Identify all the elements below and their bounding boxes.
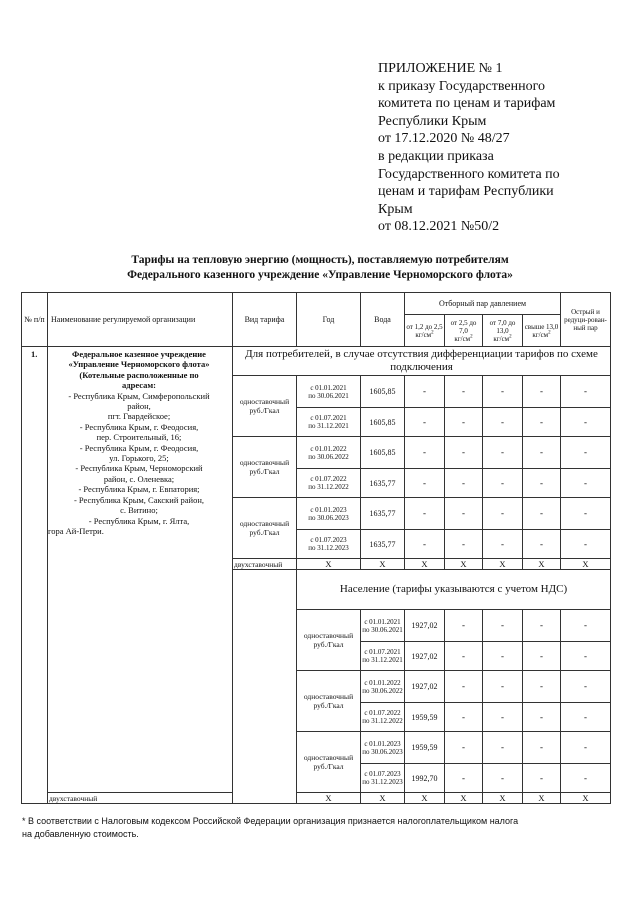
empty-value: - — [405, 408, 445, 437]
water-tariff: 1605,85 — [361, 437, 405, 469]
water-tariff: 1927,02 — [405, 671, 445, 703]
appendix-block — [378, 60, 628, 236]
org-address-line: - Республика Крым, г. Ялта, — [88, 515, 190, 526]
water-tariff: 1959,59 — [405, 732, 445, 764]
appendix-line: от 17.12.2020 № 48/27 — [378, 131, 510, 147]
period-to: по 31.12.2022 — [308, 483, 349, 491]
org-address-line: - Республика Крым, г. Евпатория; — [78, 484, 200, 495]
empty-value: - — [523, 732, 561, 764]
period-cell — [297, 530, 361, 559]
empty-value: - — [445, 469, 483, 498]
empty-value: - — [483, 498, 523, 530]
period-to: по 31.12.2021 — [362, 656, 403, 664]
x-mark: Х — [445, 793, 483, 804]
org-name-line: (Котельные расположенные по — [79, 369, 199, 380]
x-mark: Х — [297, 559, 361, 570]
organization-cell — [48, 347, 233, 793]
appendix-line: ценам и тарифам Республики — [378, 184, 554, 200]
x-mark: Х — [297, 793, 361, 804]
empty-value: - — [523, 376, 561, 408]
empty-value: - — [445, 764, 483, 793]
empty-value: - — [445, 376, 483, 408]
period-to: по 30.06.2023 — [362, 747, 403, 756]
org-address-line: гора Ай-Петри. — [48, 525, 104, 536]
empty-value: - — [523, 764, 561, 793]
x-mark: Х — [483, 793, 523, 804]
header-pressure-4: свыше 13,0 $кг/см^2$ — [523, 315, 561, 347]
water-tariff: 1635,77 — [361, 469, 405, 498]
two-part-row — [22, 793, 611, 804]
empty-value: - — [561, 530, 611, 559]
tariff-kind: одноставочный руб./Гкал — [297, 610, 361, 671]
header-pressure-2: от 2,5 до 7,0 $кг/см^2$ — [445, 315, 483, 347]
appendix-line: Крым — [378, 201, 413, 217]
empty-value: - — [523, 437, 561, 469]
tariff-kind: одноставочный руб./Гкал — [297, 732, 361, 793]
period-cell — [361, 610, 405, 642]
title-line-1: Тарифы на тепловую энергию (мощность), поставляемую потребителям — [131, 254, 509, 266]
empty-value: - — [483, 703, 523, 732]
appendix-line: комитета по ценам и тарифам — [378, 96, 556, 112]
x-mark: Х — [523, 793, 561, 804]
period-cell — [297, 376, 361, 408]
empty-value: - — [523, 530, 561, 559]
tariff-kind: одноставочный руб./Гкал — [233, 437, 297, 498]
period-to: по 30.06.2022 — [362, 686, 403, 695]
water-tariff: 1959,59 — [405, 703, 445, 732]
org-address-line: - Республика Крым, Черноморский — [75, 463, 203, 474]
empty-value: - — [561, 408, 611, 437]
header-sharp-steam: Острый и редуци-рован-ный пар — [561, 293, 611, 347]
empty-value: - — [483, 610, 523, 642]
header-water: Вода — [361, 293, 405, 347]
period-to: по 31.12.2023 — [308, 544, 349, 552]
period-from: с 01.01.2023 — [310, 505, 347, 514]
empty-value: - — [523, 610, 561, 642]
org-address-line: пер. Строительный, 16; — [96, 432, 182, 443]
organization-cell-empty — [233, 570, 297, 804]
empty-value: - — [561, 610, 611, 642]
empty-value: - — [483, 437, 523, 469]
period-from: с 01.01.2022 — [310, 444, 347, 453]
tariff-kind: одноставочный руб./Гкал — [297, 671, 361, 732]
empty-value: - — [561, 498, 611, 530]
x-mark: Х — [561, 793, 611, 804]
empty-value: - — [483, 469, 523, 498]
section-header: Для потребителей, в случае отсутствия дифференциации тарифов по схеме подключения — [233, 347, 611, 376]
empty-value: - — [523, 671, 561, 703]
empty-value: - — [561, 642, 611, 671]
org-address-line: ул. Горького, 25; — [109, 453, 169, 464]
water-tariff: 1927,02 — [405, 642, 445, 671]
org-name-line: Федеральное казенное учреждение — [72, 349, 206, 359]
tariff-table — [21, 292, 611, 804]
water-tariff: 1635,77 — [361, 498, 405, 530]
period-to: по 31.12.2022 — [362, 717, 403, 725]
period-to: по 30.06.2021 — [308, 391, 349, 400]
period-cell — [361, 732, 405, 764]
appendix-line: Республики Крым — [378, 113, 487, 129]
period-cell — [361, 642, 405, 671]
org-address-line: - Республика Крым, Сакский район, — [73, 494, 205, 505]
period-to: по 30.06.2022 — [308, 452, 349, 461]
period-from: с 01.07.2023 — [310, 536, 347, 544]
empty-value: - — [523, 642, 561, 671]
org-address-line: пгт. Гвардейское; — [107, 411, 171, 422]
empty-value: - — [405, 530, 445, 559]
document-title — [40, 253, 600, 283]
footnote-line-2: на добавленную стоимость. — [22, 828, 139, 839]
period-to: по 30.06.2023 — [308, 513, 349, 522]
org-address-line: район, — [127, 401, 151, 412]
empty-value: - — [561, 764, 611, 793]
period-to: по 31.12.2023 — [362, 778, 403, 786]
empty-value: - — [483, 530, 523, 559]
empty-value: - — [445, 530, 483, 559]
org-name-line: адресам: — [122, 380, 156, 391]
appendix-line: в редакции приказа — [378, 148, 494, 164]
empty-value: - — [445, 437, 483, 469]
water-tariff: 1605,85 — [361, 376, 405, 408]
empty-value: - — [523, 408, 561, 437]
period-from: с 01.01.2023 — [364, 739, 401, 748]
empty-value: - — [445, 498, 483, 530]
empty-value: - — [483, 642, 523, 671]
tariff-kind-two-part: двухставочный — [233, 559, 297, 570]
appendix-line: Государственного комитета по — [378, 166, 560, 182]
empty-value: - — [405, 469, 445, 498]
footnote — [22, 815, 612, 840]
period-from: с 01.07.2021 — [310, 414, 347, 422]
period-from: с 01.01.2021 — [310, 383, 347, 392]
water-tariff: 1927,02 — [405, 610, 445, 642]
period-cell — [297, 437, 361, 469]
org-address-line: с. Витино; — [120, 505, 158, 516]
empty-value: - — [445, 642, 483, 671]
x-mark: Х — [483, 559, 523, 570]
empty-value: - — [523, 703, 561, 732]
empty-value: - — [561, 376, 611, 408]
empty-value: - — [561, 732, 611, 764]
empty-value: - — [405, 498, 445, 530]
x-mark: Х — [361, 559, 405, 570]
org-address-line: - Республика Крым, Симферопольский — [68, 390, 210, 401]
empty-value: - — [483, 376, 523, 408]
header-tariff-kind: Вид тарифа — [233, 293, 297, 347]
period-from: с 01.07.2021 — [364, 648, 401, 656]
water-tariff: 1605,85 — [361, 408, 405, 437]
empty-value: - — [445, 671, 483, 703]
empty-value: - — [561, 437, 611, 469]
footnote-line-1: * В соответствии с Налоговым кодексом Российской Федерации организация признается налогоплательщиком налога — [22, 816, 519, 826]
x-mark: Х — [405, 793, 445, 804]
period-from: с 01.01.2022 — [364, 678, 401, 687]
empty-value: - — [483, 671, 523, 703]
x-mark: Х — [361, 793, 405, 804]
period-cell — [297, 408, 361, 437]
header-selected-steam: Отборный пар давлением — [405, 293, 561, 315]
period-cell — [361, 671, 405, 703]
period-cell — [361, 764, 405, 793]
org-name-line: «Управление Черноморского флота» — [68, 359, 210, 370]
empty-value: - — [561, 703, 611, 732]
empty-value: - — [445, 703, 483, 732]
empty-value: - — [523, 469, 561, 498]
title-line-2: Федерального казенного учреждение «Управление Черноморского флота» — [127, 269, 513, 281]
appendix-line: от 08.12.2021 №50/2 — [378, 219, 500, 235]
period-cell — [361, 703, 405, 732]
period-from: с 01.07.2022 — [364, 709, 401, 717]
water-tariff: 1635,77 — [361, 530, 405, 559]
header-num: № п/п — [22, 293, 48, 347]
empty-value: - — [445, 610, 483, 642]
header-pressure-3: от 7,0 до 13,0 $кг/см^2$ — [483, 315, 523, 347]
tariff-kind: одноставочный руб./Гкал — [233, 498, 297, 559]
empty-value: - — [483, 764, 523, 793]
empty-value: - — [523, 498, 561, 530]
empty-value: - — [405, 437, 445, 469]
row-number: 1. — [22, 347, 48, 804]
appendix-line: ПРИЛОЖЕНИЕ № 1 — [378, 61, 503, 76]
x-mark: Х — [405, 559, 445, 570]
appendix-line: к приказу Государственного — [378, 78, 545, 94]
x-mark: Х — [445, 559, 483, 570]
period-to: по 30.06.2021 — [362, 625, 403, 634]
x-mark: Х — [561, 559, 611, 570]
empty-value: - — [405, 376, 445, 408]
period-from: с 01.07.2023 — [364, 770, 401, 778]
period-cell — [297, 469, 361, 498]
tariff-kind: одноставочный руб./Гкал — [233, 376, 297, 437]
empty-value: - — [561, 671, 611, 703]
period-from: с 01.01.2021 — [364, 617, 401, 626]
org-address-line: - Республика Крым, г. Феодосия, — [79, 421, 199, 432]
water-tariff: 1992,70 — [405, 764, 445, 793]
header-pressure-1: от 1,2 до 2,5 $кг/см^2$ — [405, 315, 445, 347]
empty-value: - — [445, 408, 483, 437]
section-header: Население (тарифы указываются с учетом НДС) — [297, 570, 611, 610]
header-org-name: Наименование регулируемой организации — [48, 293, 233, 347]
header-year: Год — [297, 293, 361, 347]
org-address-line: район, с. Оленевка; — [103, 473, 175, 484]
period-cell — [297, 498, 361, 530]
empty-value: - — [483, 408, 523, 437]
empty-value: - — [561, 469, 611, 498]
empty-value: - — [483, 732, 523, 764]
tariff-kind-two-part: двухставочный — [48, 793, 233, 804]
empty-value: - — [445, 732, 483, 764]
x-mark: Х — [523, 559, 561, 570]
period-from: с 01.07.2022 — [310, 475, 347, 483]
period-to: по 31.12.2021 — [308, 422, 349, 430]
org-address-line: - Республика Крым, г. Феодосия, — [79, 442, 199, 453]
